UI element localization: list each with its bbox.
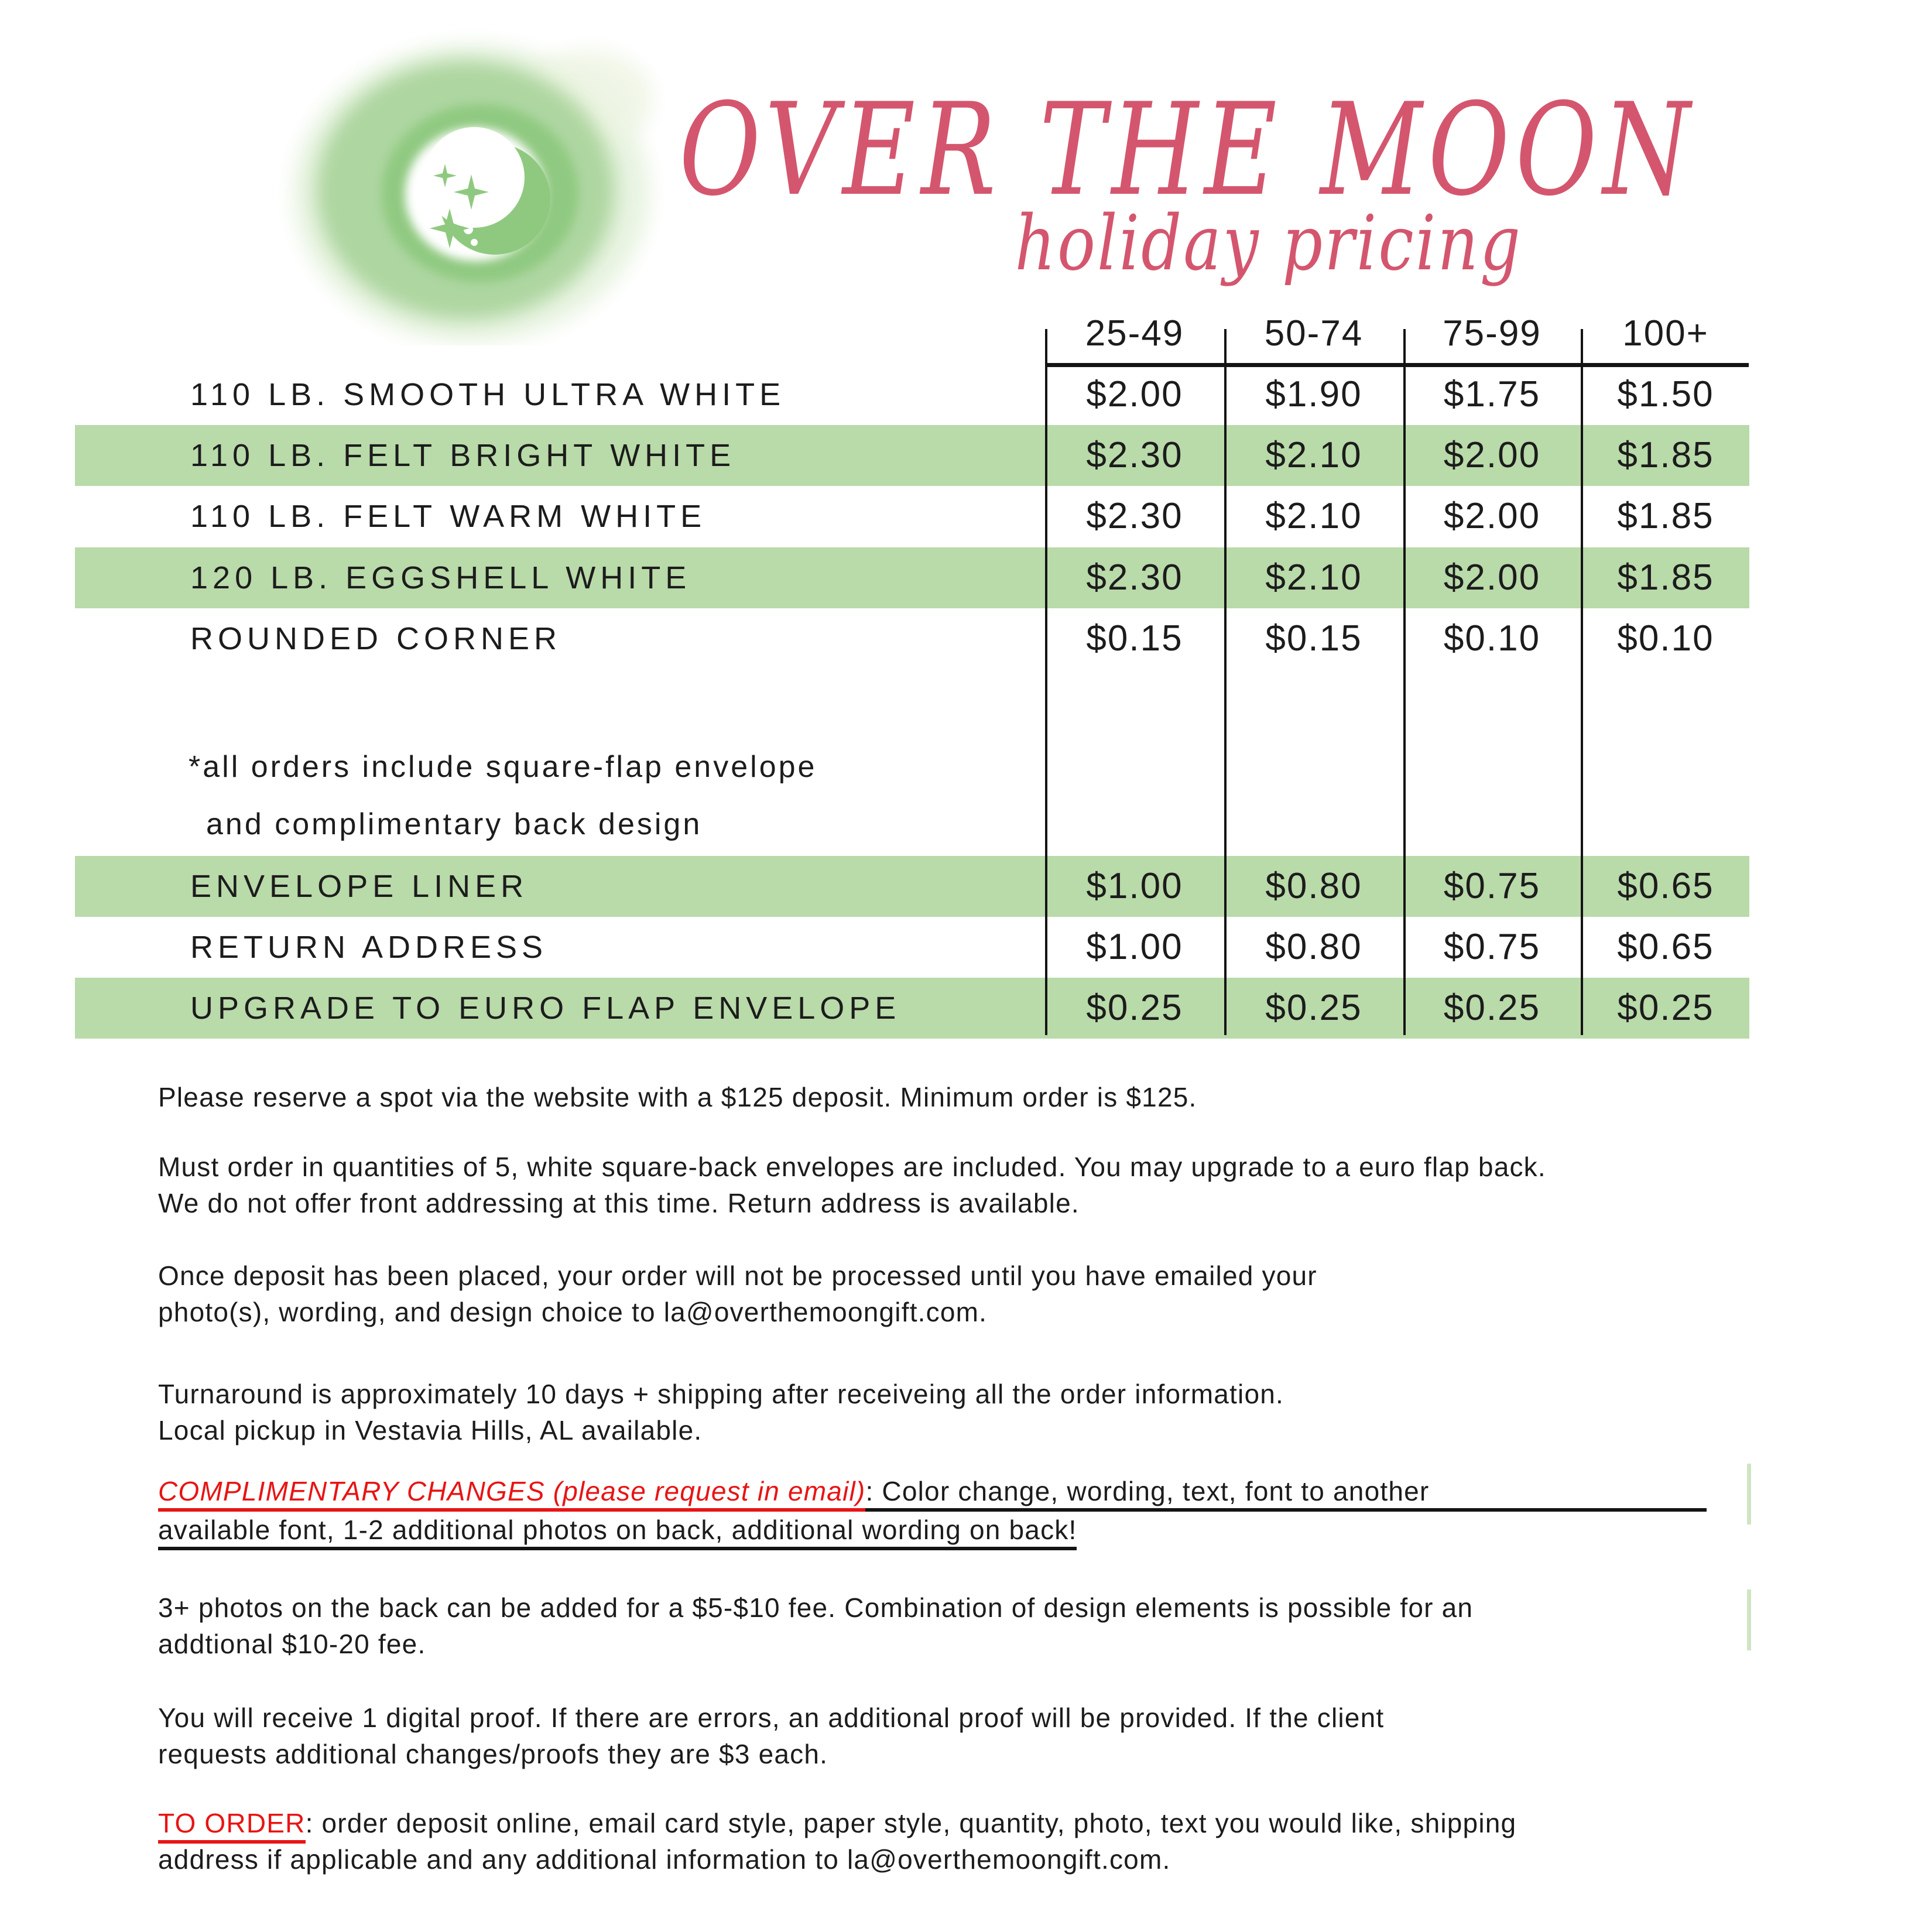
price-cell: $1.85 [1617, 557, 1714, 598]
price-cell: $1.00 [1086, 927, 1183, 967]
table-row [0, 425, 1932, 486]
price-cell: $1.90 [1265, 374, 1362, 415]
paragraph-line: addtional $10-20 fee. [158, 1629, 426, 1659]
quantities-paragraph [158, 1149, 1546, 1221]
page-subtitle: holiday pricing [1015, 200, 1522, 288]
price-cell: $2.10 [1265, 557, 1362, 598]
paragraph-segment: : Color change, wording, text, font to another [865, 1475, 1707, 1512]
proof-paragraph [158, 1700, 1384, 1772]
price-cell: $0.15 [1086, 618, 1183, 659]
envelope-note-line2: and complimentary back design [206, 807, 703, 841]
row-label: 110 LB. SMOOTH ULTRA WHITE [190, 377, 786, 412]
paragraph-segment: : order deposit online, email card style, paper style, quantity, photo, text you would like, shipping [305, 1808, 1517, 1838]
table-row [0, 547, 1932, 608]
price-cell: $2.10 [1265, 496, 1362, 536]
complimentary-changes-heading: COMPLIMENTARY CHANGES (please request in email) [158, 1475, 865, 1512]
price-cell: $2.30 [1086, 557, 1183, 598]
price-cell: $0.75 [1443, 927, 1541, 967]
price-cell: $0.65 [1617, 927, 1714, 967]
row-label: 110 LB. FELT WARM WHITE [190, 499, 707, 534]
price-cell: $1.85 [1617, 435, 1714, 475]
to-order-heading: TO ORDER [158, 1807, 306, 1844]
table-row [0, 978, 1932, 1039]
paragraph-line: requests additional changes/proofs they are $3 each. [158, 1739, 828, 1769]
paragraph-line: Local pickup in Vestavia Hills, AL available. [158, 1415, 703, 1445]
price-cell: $2.10 [1265, 435, 1362, 475]
table-note-row [0, 737, 1932, 797]
price-cell: $0.25 [1265, 988, 1362, 1028]
price-cell: $0.80 [1265, 866, 1362, 906]
table-row [0, 856, 1932, 917]
price-cell: $0.25 [1086, 988, 1183, 1028]
price-cell: $1.85 [1617, 496, 1714, 536]
paragraph-line: You will receive 1 digital proof. If there are errors, an additional proof will be provided. If the client [158, 1703, 1385, 1733]
paragraph-line: Please reserve a spot via the website with a $125 deposit. Minimum order is $125. [158, 1082, 1197, 1112]
price-cell: $0.75 [1443, 866, 1541, 906]
price-cell: $0.15 [1265, 618, 1362, 659]
processing-paragraph [158, 1258, 1317, 1330]
paragraph-line: Must order in quantities of 5, white square-back envelopes are included. You may upgrade to a euro flap back. [158, 1152, 1546, 1182]
qty-header-25-49: 25-49 [1085, 313, 1184, 354]
paragraph-line [158, 1805, 1516, 1841]
paragraph-line: 3+ photos on the back can be added for a $5-$10 fee. Combination of design elements is possible for an [158, 1592, 1474, 1623]
turnaround-paragraph [158, 1376, 1284, 1448]
price-cell: $0.25 [1443, 988, 1541, 1028]
price-cell: $1.00 [1086, 866, 1183, 906]
brand-title: OVER THE MOON [679, 76, 1696, 225]
paragraph-line [158, 1475, 1707, 1512]
paragraph-line: We do not offer front addressing at this time. Return address is available. [158, 1188, 1080, 1218]
row-label: RETURN ADDRESS [190, 930, 548, 965]
paragraph-line [158, 1512, 1707, 1548]
qty-header-75-99: 75-99 [1443, 313, 1542, 354]
row-label: 120 LB. EGGSHELL WHITE [190, 560, 691, 595]
table-note-row [0, 794, 1932, 855]
envelope-note-line1: *all orders include square-flap envelope [189, 750, 817, 784]
paragraph-line: photo(s), wording, and design choice to la@overthemoongift.com. [158, 1297, 988, 1327]
paragraph-segment: available font, 1-2 additional photos on back, additional wording on back! [158, 1514, 1077, 1550]
row-label: ROUNDED CORNER [190, 621, 562, 656]
row-label: 110 LB. FELT BRIGHT WHITE [190, 438, 736, 473]
table-row [0, 917, 1932, 978]
price-cell: $2.30 [1086, 435, 1183, 475]
price-cell: $0.10 [1617, 618, 1714, 659]
price-cell: $2.00 [1443, 557, 1541, 598]
deposit-paragraph [158, 1079, 1197, 1115]
paragraph-line: address if applicable and any additional information to la@overthemoongift.com. [158, 1844, 1171, 1875]
to-order-paragraph [158, 1805, 1516, 1878]
price-cell: $2.00 [1086, 374, 1183, 415]
price-cell: $0.10 [1443, 618, 1541, 659]
table-row [0, 486, 1932, 547]
table-row [0, 608, 1932, 669]
price-cell: $0.25 [1617, 988, 1714, 1028]
complimentary-changes-paragraph [158, 1475, 1707, 1548]
green-artifact-strip [1747, 1464, 1751, 1525]
price-cell: $1.75 [1443, 374, 1541, 415]
row-label: ENVELOPE LINER [190, 869, 529, 904]
over-the-moon-logo [269, 18, 667, 345]
table-row [0, 364, 1932, 425]
row-label: UPGRADE TO EURO FLAP ENVELOPE [190, 991, 901, 1026]
extra-photos-paragraph [158, 1590, 1473, 1662]
qty-header-100plus: 100+ [1622, 313, 1709, 354]
green-artifact-strip [1747, 1590, 1751, 1650]
price-cell: $1.50 [1617, 374, 1714, 415]
price-cell: $2.30 [1086, 496, 1183, 536]
paragraph-line: Once deposit has been placed, your order will not be processed until you have emailed your [158, 1260, 1317, 1291]
qty-header-50-74: 50-74 [1264, 313, 1364, 354]
paragraph-line: Turnaround is approximately 10 days + shipping after receiveing all the order information. [158, 1379, 1284, 1409]
price-cell: $0.80 [1265, 927, 1362, 967]
price-cell: $2.00 [1443, 496, 1541, 536]
price-cell: $0.65 [1617, 866, 1714, 906]
price-cell: $2.00 [1443, 435, 1541, 475]
